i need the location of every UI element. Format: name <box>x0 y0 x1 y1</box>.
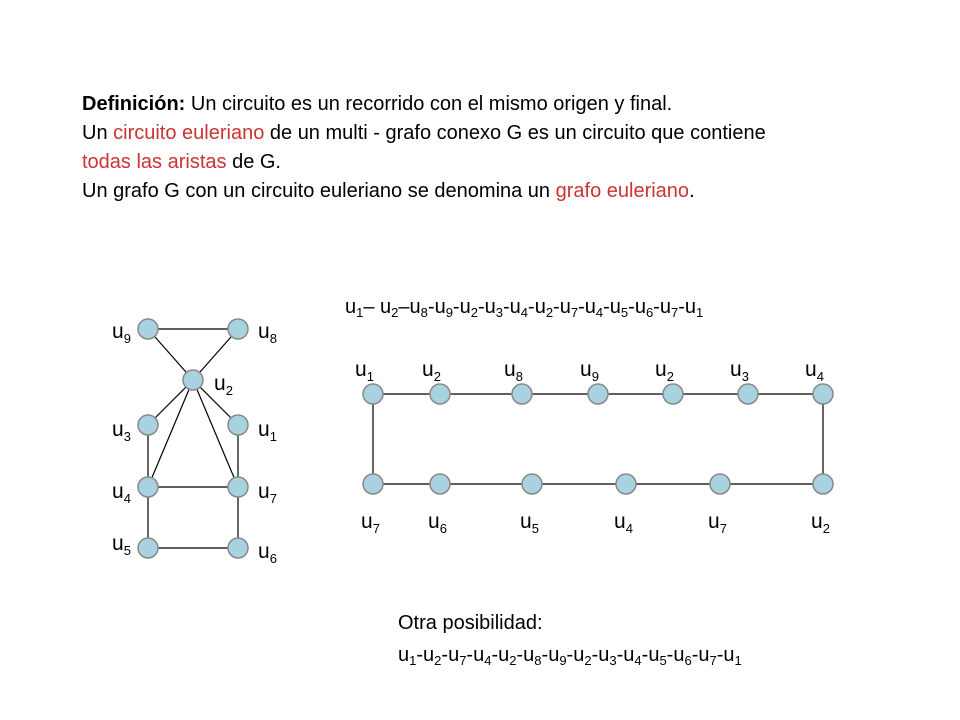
top-vertex-label-4: $u_9$ <box>580 358 599 384</box>
main-circuit-vertex-6: $u_3$ <box>484 296 503 320</box>
vertex-u8 <box>228 319 248 339</box>
highlight-grafo-euleriano: grafo euleriano <box>555 180 690 202</box>
top-vertex-3 <box>512 384 532 404</box>
left-graph <box>112 319 277 566</box>
top-vertex-1 <box>363 384 383 404</box>
edge-u2-u4 <box>148 380 193 487</box>
alt-circuit-vertex-5: $u_2$ <box>498 644 517 668</box>
top-vertex-label-7: $u_4$ <box>805 358 824 384</box>
top-vertex-label-6: $u_3$ <box>730 358 749 384</box>
bottom-vertex-label-5: $u_7$ <box>708 510 727 536</box>
main-circuit-separator: - <box>452 296 460 318</box>
vertex-label-u4: $u_4$ <box>112 480 131 506</box>
top-vertex-label-1: $u_1$ <box>355 358 374 384</box>
vertex-u7 <box>228 477 248 497</box>
right-graph-edges <box>373 394 823 484</box>
alt-circuit-vertex-1: $u_1$ <box>398 644 417 668</box>
main-circuit-separator: - <box>578 296 585 318</box>
vertex-label-u3: $u_3$ <box>112 418 131 444</box>
bottom-vertex-label-3: $u_5$ <box>520 510 539 536</box>
alt-circuit-vertex-11: $u_5$ <box>648 644 667 668</box>
bottom-vertex-2 <box>430 474 450 494</box>
alt-circuit-vertex-3: $u_7$ <box>448 644 467 668</box>
bottom-vertex-6 <box>813 474 833 494</box>
bottom-vertex-5 <box>710 474 730 494</box>
top-vertex-label-2: $u_2$ <box>422 358 441 384</box>
main-circuit-vertex-5: $u_2$ <box>459 296 478 320</box>
main-circuit-vertex-12: $u_6$ <box>634 296 654 320</box>
main-circuit-separator: – <box>363 296 381 318</box>
main-circuit-separator: - <box>553 296 560 318</box>
alt-circuit-separator: - <box>616 644 624 666</box>
alt-circuit-separator: - <box>441 644 449 666</box>
definition-text-1: Un circuito es un recorrido con el mismo origen y final. <box>185 93 673 115</box>
alt-circuit-separator: - <box>691 644 699 666</box>
alt-circuit-separator: - <box>666 644 674 666</box>
main-circuit-separator: - <box>427 296 435 318</box>
top-vertex-5 <box>663 384 683 404</box>
alt-circuit-vertex-13: $u_7$ <box>698 644 717 668</box>
vertex-label-u1: $u_1$ <box>258 418 277 444</box>
bottom-vertex-3 <box>522 474 542 494</box>
main-circuit-separator: - <box>528 296 535 318</box>
main-circuit-separator: - <box>628 296 635 318</box>
main-circuit-separator: - <box>678 296 685 318</box>
vertex-label-u8: $u_8$ <box>258 320 277 346</box>
main-circuit-separator: – <box>398 296 410 318</box>
main-circuit-vertex-3: $u_8$ <box>409 296 428 320</box>
vertex-u3 <box>138 415 158 435</box>
vertex-u9 <box>138 319 158 339</box>
alt-circuit-separator: - <box>591 644 599 666</box>
alt-circuit-vertex-6: $u_8$ <box>523 644 542 668</box>
main-circuit-vertex-13: $u_7$ <box>659 296 679 320</box>
bottom-vertex-4 <box>616 474 636 494</box>
alt-circuit-vertex-2: $u_2$ <box>423 644 442 668</box>
alt-circuit-separator: - <box>466 644 474 666</box>
main-circuit-separator: - <box>502 296 510 318</box>
vertex-u5 <box>138 538 158 558</box>
alt-circuit-separator: - <box>641 644 649 666</box>
definition-text-3: de G. <box>226 151 281 173</box>
bottom-vertex-label-6: $u_2$ <box>811 510 830 536</box>
main-circuit-vertex-7: $u_4$ <box>509 296 529 320</box>
alt-circuit-vertex-14: $u_1$ <box>723 644 742 668</box>
main-circuit-separator: - <box>603 296 610 318</box>
vertex-label-u2: $u_2$ <box>214 372 233 398</box>
main-circuit-vertex-1: $u_1$ <box>345 296 364 320</box>
vertex-label-u6: $u_6$ <box>258 540 277 566</box>
main-circuit-vertex-2: $u_2$ <box>380 296 399 320</box>
main-circuit-vertex-9: $u_7$ <box>559 296 579 320</box>
vertex-u6 <box>228 538 248 558</box>
other-possibility-title: Otra posibilidad: <box>398 612 543 634</box>
definition-term: Definición: <box>82 93 186 115</box>
main-circuit-vertex-8: $u_2$ <box>534 296 554 320</box>
alt-circuit-vertex-8: $u_2$ <box>573 644 592 668</box>
vertex-label-u7: $u_7$ <box>258 480 277 506</box>
top-vertex-2 <box>430 384 450 404</box>
alt-circuit-vertex-12: $u_6$ <box>673 644 692 668</box>
alt-circuit-separator: - <box>716 644 724 666</box>
alt-circuit-separator: - <box>416 644 424 666</box>
main-circuit-vertex-14: $u_1$ <box>684 296 704 320</box>
alt-circuit-vertex-9: $u_3$ <box>598 644 617 668</box>
top-vertex-4 <box>588 384 608 404</box>
top-vertex-7 <box>813 384 833 404</box>
highlight-todas-las-aristas: todas las aristas <box>82 151 227 173</box>
bottom-vertex-label-4: $u_4$ <box>614 510 633 536</box>
vertex-u1 <box>228 415 248 435</box>
alt-circuit-separator: - <box>491 644 499 666</box>
right-graph <box>355 358 833 536</box>
definition-text-2a: Un <box>82 122 114 144</box>
bottom-vertex-label-2: $u_6$ <box>428 510 447 536</box>
bottom-vertex-1 <box>363 474 383 494</box>
alt-circuit-vertex-4: $u_4$ <box>473 644 492 668</box>
vertex-u2 <box>183 370 203 390</box>
main-circuit-separator: - <box>653 296 660 318</box>
alt-circuit-separator: - <box>541 644 549 666</box>
definition-text-2b: de un multi - grafo conexo G es un circuito que contiene <box>264 122 766 144</box>
definition-text-4a: Un grafo G con un circuito euleriano se denomina un <box>82 180 556 202</box>
vertex-u4 <box>138 477 158 497</box>
alt-circuit-vertex-7: $u_9$ <box>548 644 567 668</box>
highlight-circuito-euleriano: circuito euleriano <box>113 122 265 144</box>
main-circuit-vertex-10: $u_4$ <box>584 296 604 320</box>
alt-circuit-separator: - <box>516 644 524 666</box>
bottom-vertex-label-1: $u_7$ <box>361 510 380 536</box>
alt-circuit-vertex-10: $u_4$ <box>623 644 642 668</box>
main-circuit-vertex-11: $u_5$ <box>609 296 629 320</box>
top-vertex-label-5: $u_2$ <box>655 358 674 384</box>
top-vertex-6 <box>738 384 758 404</box>
top-vertex-label-3: $u_8$ <box>504 358 523 384</box>
main-circuit-sequence <box>345 296 704 320</box>
alt-circuit-separator: - <box>566 644 574 666</box>
main-circuit-separator: - <box>477 296 485 318</box>
vertex-label-u9: $u_9$ <box>112 320 131 346</box>
alternative-circuit-sequence <box>398 644 742 668</box>
vertex-label-u5: $u_5$ <box>112 532 131 558</box>
definition-text-4b: . <box>689 180 695 202</box>
main-circuit-vertex-4: $u_9$ <box>434 296 453 320</box>
left-graph-edges <box>148 329 238 548</box>
